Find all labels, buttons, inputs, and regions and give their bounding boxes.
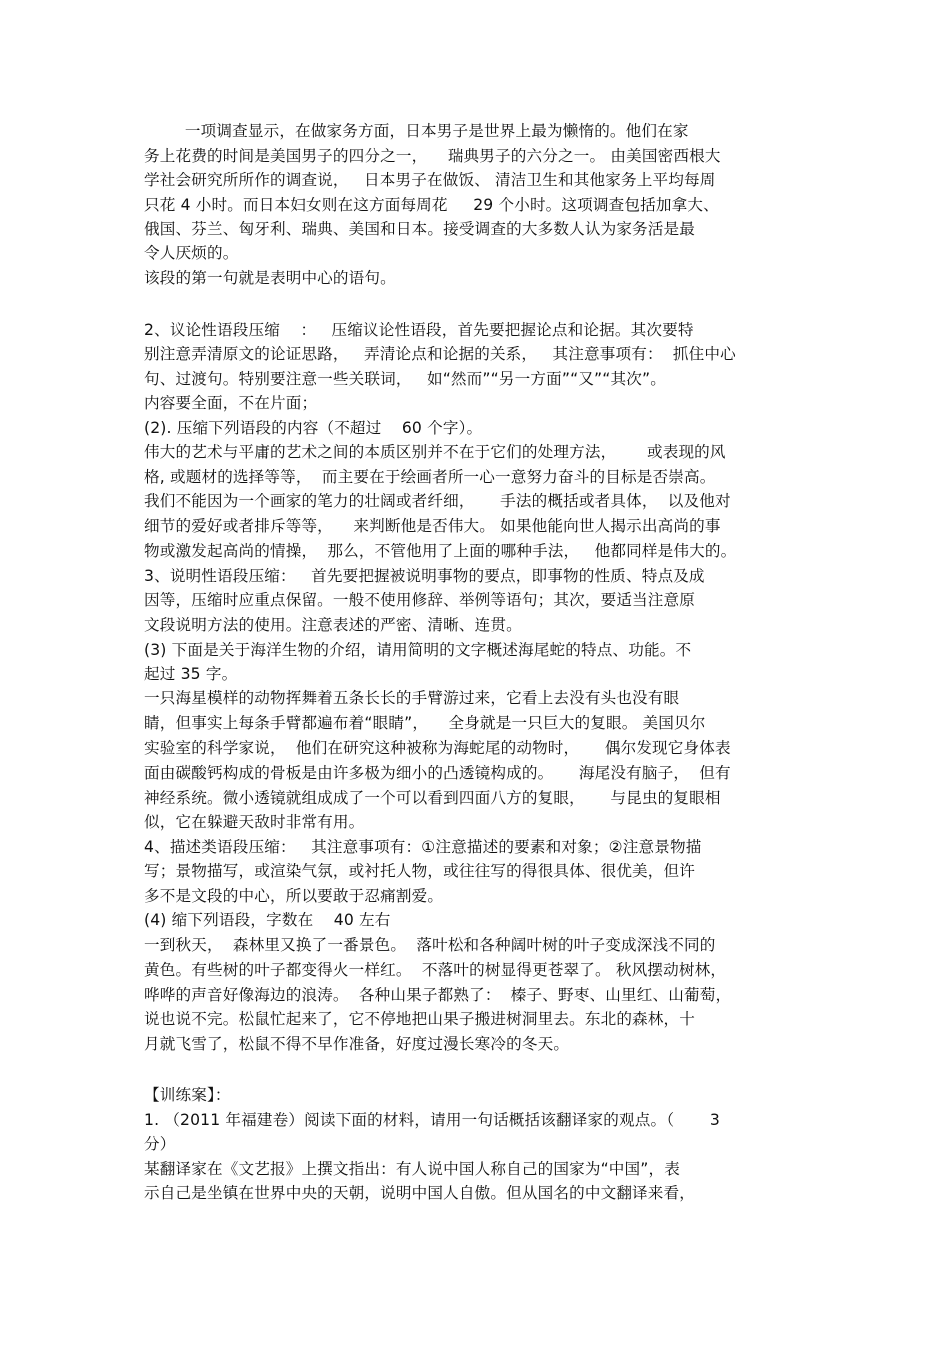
- text-line: 月就飞雪了，松鼠不得不早作准备，好度过漫长寒冷的冬天。: [144, 1035, 570, 1053]
- text-line: 细节的爱好或者排斥等等， 来判断他是否伟大。 如果他能向世人揭示出高尚的事: [144, 517, 721, 535]
- text-line: 实验室的科学家说， 他们在研究这种被称为海蛇尾的动物时， 偶尔发现它身体表: [144, 739, 731, 757]
- text-line: 令人厌烦的。: [144, 244, 239, 262]
- text-line: 示自己是坐镇在世界中央的天朝，说明中国人自傲。但从国名的中文翻译来看，: [144, 1184, 696, 1202]
- text-line: 似，它在躲避天敌时非常有用。: [144, 813, 365, 831]
- text-line: 只花 4 小时。而日本妇女则在这方面每周花 29 个小时。这项调查包括加拿大、: [144, 196, 719, 214]
- text-line: (2). 压缩下列语段的内容（不超过 60 个字）。: [144, 419, 483, 437]
- text-line: 务上花费的时间是美国男子的四分之一， 瑞典男子的六分之一。 由美国密西根大: [144, 147, 721, 165]
- text-line: 神经系统。微小透镜就组成成了一个可以看到四面八方的复眼， 与昆虫的复眼相: [144, 789, 721, 807]
- text-line: 说也说不完。松鼠忙起来了，它不停地把山果子搬进树洞里去。东北的森林，十: [144, 1010, 696, 1028]
- text-line: 一只海星模样的动物挥舞着五条长长的手臂游过来，它看上去没有头也没有眼: [144, 689, 680, 707]
- text-line: 该段的第一句就是表明中心的语句。: [144, 269, 396, 287]
- text-line: 1. （2011 年福建卷）阅读下面的材料，请用一句话概括该翻译家的观点。（ 3: [144, 1111, 721, 1129]
- text-line: 一到秋天， 森林里又换了一番景色。 落叶松和各种阔叶树的叶子变成深浅不同的: [144, 936, 716, 954]
- text-line: 物或激发起高尚的情操， 那么，不管他用了上面的哪种手法， 他都同样是伟大的。: [144, 542, 737, 560]
- text-line: 因等，压缩时应重点保留。一般不使用修辞、举例等语句；其次，要适当注意原: [144, 591, 696, 609]
- text-line: 句、过渡句。特别要注意一些关联词， 如“然而”“另一方面”“又”“其次”。: [144, 370, 666, 388]
- text-line: 黄色。有些树的叶子都变得火一样红。 不落叶的树显得更苍翠了。 秋风摆动树林，: [144, 961, 727, 979]
- text-line: 格, 或题材的选择等等， 而主要在于绘画者所一心一意努力奋斗的目标是否崇高。: [144, 468, 716, 486]
- text-line: 多不是文段的中心，所以要敢于忍痛割爱。: [144, 887, 444, 905]
- text-line: 文段说明方法的使用。注意表述的严密、清晰、连贯。: [144, 616, 522, 634]
- text-line: 某翻译家在《文艺报》上撰文指出：有人说中国人称自己的国家为“中国”，表: [144, 1160, 681, 1178]
- text-line: 睛，但事实上每条手臂都遍布着“眼睛”， 全身就是一只巨大的复眼。 美国贝尔: [144, 714, 706, 732]
- text-line: 4、描述类语段压缩： 其注意事项有：①注意描述的要素和对象；②注意景物描: [144, 838, 702, 856]
- text-line: 起过 35 字。: [144, 665, 238, 683]
- section-heading: 【训练案】：: [144, 1086, 231, 1104]
- text-line: 分）: [144, 1135, 176, 1153]
- text-line: 学社会研究所所作的调查说， 日本男子在做饭、 清洁卫生和其他家务上平均每周: [144, 171, 716, 189]
- text-line: (4) 缩下列语段，字数在 40 左右: [144, 911, 391, 929]
- text-line: 2、议论性语段压缩 ： 压缩议论性语段，首先要把握论点和论据。其次要特: [144, 321, 694, 339]
- text-line: 3、说明性语段压缩： 首先要把握被说明事物的要点，即事物的性质、特点及成: [144, 567, 705, 585]
- text-line: 面由碳酸钙构成的骨板是由许多极为细小的凸透镜构成的。 海尾没有脑子， 但有: [144, 764, 731, 782]
- text-line: 俄国、芬兰、匈牙利、瑞典、美国和日本。接受调查的大多数人认为家务活是最: [144, 220, 696, 238]
- text-line: 伟大的艺术与平庸的艺术之间的本质区别并不在于它们的处理方法， 或表现的风: [144, 443, 726, 461]
- text-line: 我们不能因为一个画家的笔力的壮阔或者纤细， 手法的概括或者具体， 以及他对: [144, 492, 731, 510]
- text-line: 内容要全面，不在片面；: [144, 394, 318, 412]
- text-line: 写；景物描写，或渲染气氛，或衬托人物，或往往写的得很具体、很优美，但许: [144, 862, 696, 880]
- text-line: 哗哗的声音好像海边的浪涛。 各种山果子都熟了： 榛子、野枣、山里红、山葡萄，: [144, 986, 732, 1004]
- text-line: 一项调查显示，在做家务方面，日本男子是世界上最为懒惰的。他们在家: [144, 122, 689, 140]
- text-line: (3) 下面是关于海洋生物的介绍，请用简明的文字概述海尾蛇的特点、功能。不: [144, 641, 692, 659]
- text-line: 别注意弄清原文的论证思路， 弄清论点和论据的关系， 其注意事项有： 抓住中心: [144, 345, 736, 363]
